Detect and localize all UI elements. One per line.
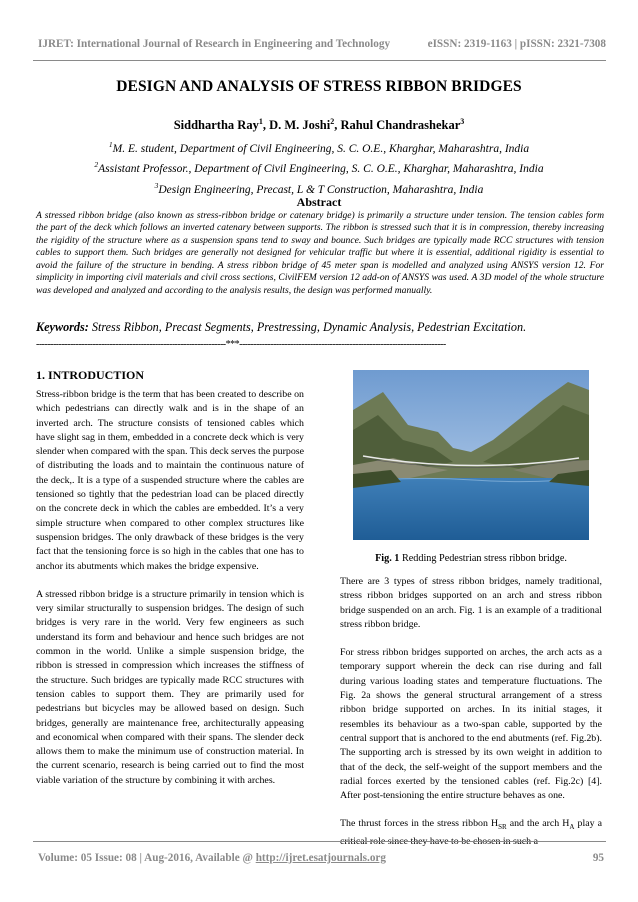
affiliation-1: $^1$M. E. student, Department of Civil Engineering, S. C. O.E., Kharghar, Maharashtra, India: [108, 140, 530, 155]
issn: eISSN: 2319-1163 | pISSN: 2321-7308: [427, 38, 606, 50]
abstract-body: A stressed ribbon bridge (also known as stress-ribbon bridge or catenary bridge) is primarily a structure under tension. The tension cables form the part of the deck which follows an inverted catenary between supports. The ribbon is stressed such that it is in compression, thereby increasing the rigidity of the structure where as a suspension spans tend to sway and bounce. Such bridges are typically made RCC structures with tension cables to support them. Such bridges are generally not designed for vehicular traffic but where it is essential, additional rigidity is essential to avoid the failure of the structure in bending. A stress ribbon bridge of 45 meter span is modelled and analyzed using ANSYS version 12. For simplicity in importing civil materials and civil cross sections, CivilFEM version 12 add-on of ANSYS was used. A 3D model of the whole structure was developed and analyzed and according to the analysis results, the design was performed manually.: [36, 210, 604, 296]
footer-info: Volume: 05 Issue: 08 | Aug-2016, Available @ http://ijret.esatjournals.org: [38, 852, 386, 864]
paragraph: There are 3 types of stress ribbon bridges, namely traditional, stress ribbon bridges supported on an arch and stress ribbon bridge suspended on an arch. Fig. 1 is an example of a traditional stress ribbon bridge.: [340, 576, 602, 630]
affiliation-2: $^2$Assistant Professor., Department of Civil Engineering, S. C. O.E., Kharghar, Maharashtra, India: [94, 160, 544, 176]
section-heading: 1. INTRODUCTION: [36, 368, 145, 382]
keywords-text: Stress Ribbon, Precast Segments, Prestressing, Dynamic Analysis, Pedestrian Excitation.: [88, 320, 527, 334]
keywords-label: Keywords:: [36, 320, 89, 334]
paragraph: For stress ribbon bridges supported on arches, the arch acts as a temporary support wherein the deck can rise during and fall during various loading states and temperature fluctuations. The Fig. 2a shows the general structural arrangement of a stress ribbon bridge supported on arches. In its initial stages, it resembles its behaviour as a two-span cable, supported by the central support that is anchored to the end abutments (ref. Fig.2b). The supporting arch is stressed by its own weight in addition to that of the deck, the self-weight of the support members and the radial forces exerted by the tensioned cables (ref. Fig.2c) [4]. After post-tensioning the entire structure behaves as one.: [340, 647, 602, 802]
running-header: [38, 38, 606, 50]
figure-label: Fig. 1: [375, 553, 400, 564]
affiliations: [0, 137, 638, 198]
paper-title: DESIGN AND ANALYSIS OF STRESS RIBBON BRIDGES: [116, 78, 522, 95]
figure-caption: Fig. 1 Redding Pedestrian stress ribbon bridge.: [375, 553, 567, 564]
author-3: Rahul Chandrashekar: [340, 118, 461, 133]
abstract-heading: Abstract: [296, 195, 342, 209]
author-2: D. M. Joshi: [269, 118, 331, 133]
section-separator: -------------------------------------------------------------------***-------------------------------------------------------------------------: [36, 339, 446, 350]
journal-link[interactable]: http://ijret.esatjournals.org: [255, 852, 386, 864]
river-gorge-image: [353, 370, 589, 540]
keywords: [36, 320, 604, 335]
paragraph: The thrust forces in the stress ribbon $H_{SR}$ and the arch $H_A$ play a critical role since they have to be chosen in such a: [340, 818, 603, 847]
author-1: Siddhartha Ray: [173, 118, 259, 133]
header-rule: [33, 60, 606, 61]
journal-name: IJRET: International Journal of Research in Engineering and Technology: [38, 38, 391, 50]
paragraph: Stress-ribbon bridge is the term that has been created to describe on which pedestrians can directly walk and is in the shape of an inverted arch. The structure consists of tensioned cables which have slight sag in them, embedded in a concrete deck which is very slender when compared with the span. This deck serves the purpose of distributing the loads and to maintain the continuous nature of the deck,. It is a type of a suspended structure where the cables are tensioned so tightly that the pedestrian load can be placed directly on the concrete deck in which the cables are embedded. It’s a very simple structure when compared to other complex structures like suspension bridges. The only drawback of these bridges is the very fact that the tensioning force is so high in the cables that one has to anchor its abutments which makes the bridge expensive.: [36, 389, 304, 572]
page-number: 95: [592, 852, 604, 864]
footer-rule: [33, 841, 606, 842]
running-footer: [38, 852, 604, 864]
paragraph: A stressed ribbon bridge is a structure primarily in tension which is very similar structurally to suspension bridges. The design of such bridges is very rare in the world. Very few engineers as such understand its form and behaviour and hence such bridges are not common in the world. Unlike a simple suspension bridge, the ribbon is stressed in compression which increases the stiffness of the structure. Such bridges are typically made RCC structures with tension cables to support them. They are primarily used for pedestrians but bicycles may be allowed based on design. Such bridges, generally are maintenance free, architecturally appeasing and economical when compared with their spans. The slender deck allows them to make the minimum use of construction material. In the current scenario, research is being carried out to find the most viable variation of the structure by combining it with arches.: [36, 588, 304, 786]
author-line: Siddhartha Ray$^1$, D. M. Joshi$^2$, Rahul Chandrashekar$^3$: [173, 117, 465, 133]
right-column: [340, 575, 602, 863]
affiliation-3: $^3$Design Engineering, Precast, L & T Construction, Maharashtra, India: [154, 180, 484, 196]
left-column: [36, 368, 304, 802]
bridge-photo: [353, 370, 589, 540]
